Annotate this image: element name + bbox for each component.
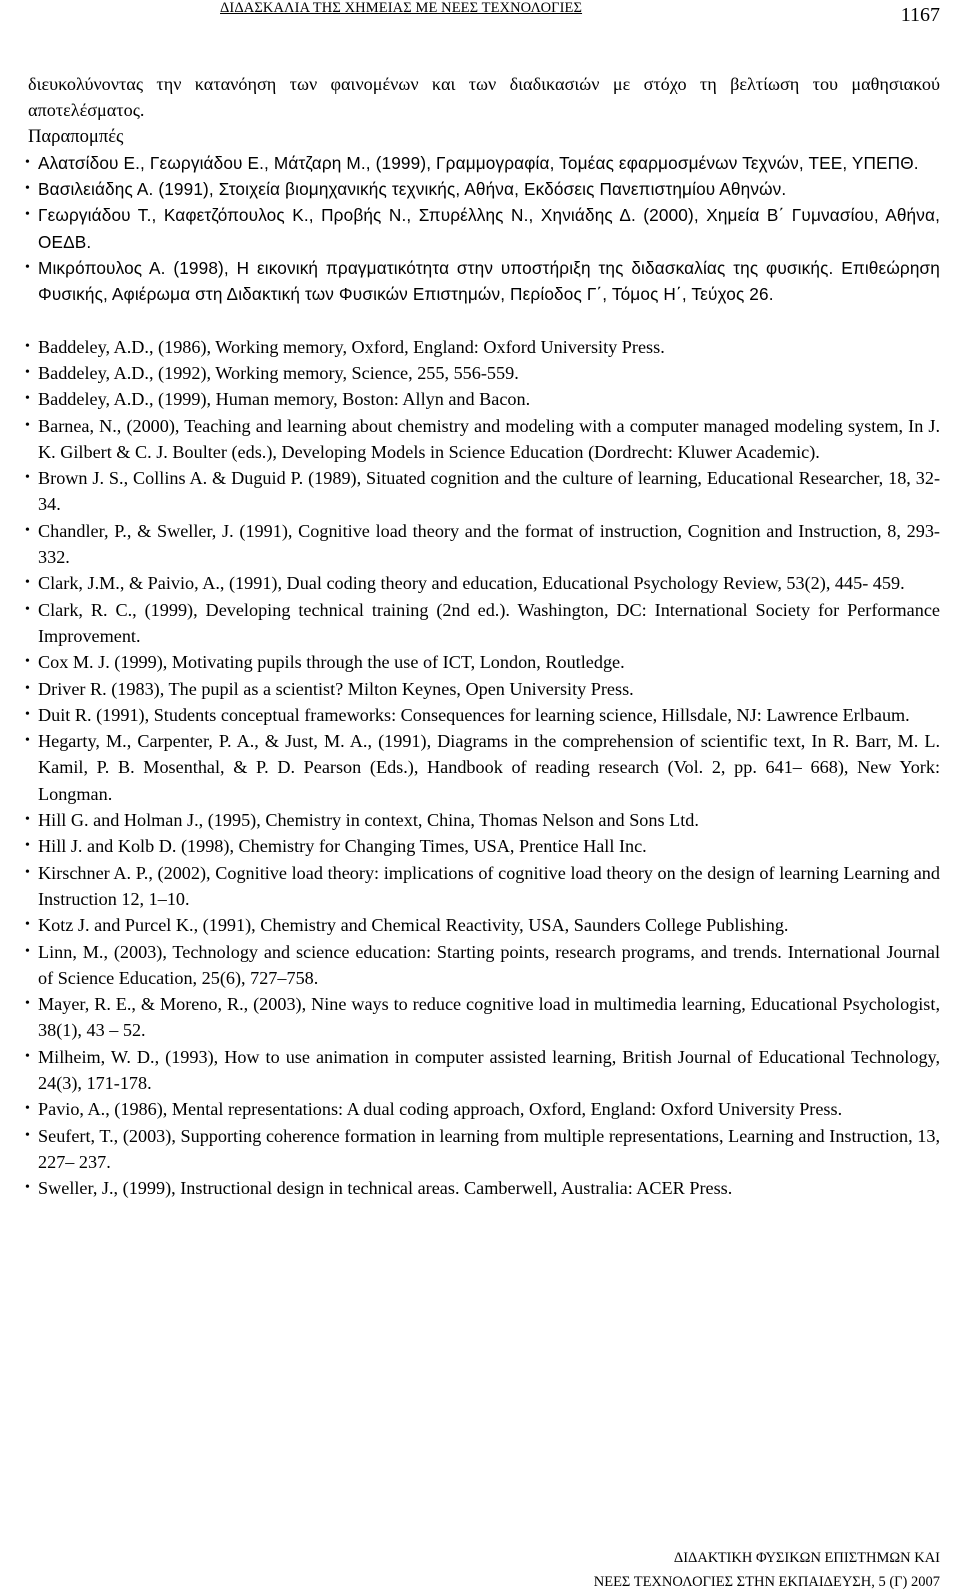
reference-item: • Baddeley, A.D., (1999), Human memory, Boston: Allyn and Bacon. — [28, 386, 940, 412]
bullet-icon: • — [25, 654, 30, 670]
bullet-icon: • — [25, 522, 30, 538]
reference-item: • Βασιλειάδης Α. (1991), Στοιχεία βιομηχανικής τεχνικής, Αθήνα, Εκδόσεις Πανεπιστημίου Αθηνών. — [28, 176, 940, 202]
reference-item: • Brown J. S., Collins A. & Duguid P. (1989), Situated cognition and the culture of learning, Educational Researcher, 18, 32-34. — [28, 465, 940, 518]
bullet-icon: • — [25, 181, 31, 197]
bullet-icon: • — [25, 706, 30, 722]
bullet-icon: • — [25, 812, 30, 828]
reference-item: • Clark, J.M., & Paivio, A., (1991), Dual coding theory and education, Educational Psychology Review, 53(2), 445- 459. — [28, 570, 940, 596]
bullet-icon: • — [25, 943, 30, 959]
bullet-icon: • — [25, 1048, 30, 1064]
bullet-icon: • — [25, 680, 30, 696]
greek-reference-list — [25, 150, 940, 308]
reference-item: • Barnea, N., (2000), Teaching and learning about chemistry and modeling with a computer managed modeling system, In J. K. Gilbert & C. J. Boulter (eds.), Developing Models in Science Education (Dordrecht: Kluwer Academic). — [28, 413, 940, 466]
intro-paragraph: διευκολύνοντας την κατανόηση των φαινομένων και των διαδικασιών με στόχο τη βελτίωση του μαθησιακού αποτελέσματος. — [28, 74, 940, 121]
english-reference-list — [25, 334, 940, 1202]
reference-item: • Μικρόπουλος Α. (1998), Η εικονική πραγματικότητα στην υποστήριξη της διδασκαλίας της φυσικής. Επιθεώρηση Φυσικής, Αφιέρωμα στη Διδακτική των Φυσικών Επιστημών, Περίοδος Γ΄, Τόμος Η΄, Τεύχος 26. — [28, 255, 940, 308]
reference-item: • Hegarty, M., Carpenter, P. A., & Just, M. A., (1991), Diagrams in the comprehension of scientific text, In R. Barr, M. L. Kamil, P. B. Mosenthal, & P. D. Pearson (Eds.), Handbook of reading research (Vol. 2, pp. 641– 668), New York: Longman. — [28, 728, 940, 807]
section-title: Παραπομπές — [28, 125, 124, 147]
reference-item: • Pavio, A., (1986), Mental representations: A dual coding approach, Oxford, England: Oxford University Press. — [28, 1096, 940, 1122]
footer-line-1: ΔΙΔΑΚΤΙΚΗ ΦΥΣΙΚΩΝ ΕΠΙΣΤΗΜΩΝ ΚΑΙ — [673, 1550, 940, 1566]
page-body — [25, 71, 940, 1201]
bullet-icon: • — [25, 417, 30, 433]
reference-item: • Kirschner A. P., (2002), Cognitive load theory: implications of cognitive load theory on the design of learning Learning and Instruction 12, 1–10. — [28, 860, 940, 913]
bullet-icon: • — [25, 864, 30, 880]
reference-item: • Milheim, W. D., (1993), How to use animation in computer assisted learning, British Journal of Educational Technology, 24(3), 171-178. — [28, 1044, 940, 1097]
bullet-icon: • — [25, 1180, 30, 1196]
running-header — [0, 0, 960, 34]
reference-item: • Hill G. and Holman J., (1995), Chemistry in context, China, Thomas Nelson and Sons Ltd. — [28, 807, 940, 833]
bullet-icon: • — [25, 838, 30, 854]
reference-item: • Seufert, T., (2003), Supporting coherence formation in learning from multiple representations, Learning and Instruction, 13, 227– 237. — [28, 1123, 940, 1176]
running-footer — [594, 1546, 940, 1594]
reference-item: • Mayer, R. E., & Moreno, R., (2003), Nine ways to reduce cognitive load in multimedia learning, Educational Psychologist, 38(1), 43 – 52. — [28, 991, 940, 1044]
bullet-icon: • — [25, 575, 30, 591]
reference-item: • Cox M. J. (1999), Motivating pupils through the use of ICT, London, Routledge. — [28, 649, 940, 675]
bullet-icon: • — [25, 391, 30, 407]
bullet-icon: • — [25, 338, 30, 354]
bullet-icon: • — [25, 733, 30, 749]
bullet-icon: • — [25, 364, 30, 380]
reference-item: • Duit R. (1991), Students conceptual frameworks: Consequences for learning science, Hillsdale, NJ: Lawrence Erlbaum. — [28, 702, 940, 728]
bullet-icon: • — [25, 470, 30, 486]
list-spacer — [28, 308, 940, 334]
bullet-icon: • — [25, 154, 31, 170]
reference-item: • Kotz J. and Purcel K., (1991), Chemistry and Chemical Reactivity, USA, Saunders College Publishing. — [28, 912, 940, 938]
reference-item: • Chandler, P., & Sweller, J. (1991), Cognitive load theory and the format of instruction, Cognition and Instruction, 8, 293-332. — [28, 518, 940, 571]
running-header-title: ΔΙΔΑΣΚΑΛΙΑ ΤΗΣ ΧΗΜΕΙΑΣ ΜΕ ΝΕΕΣ ΤΕΧΝΟΛΟΓΙΕΣ — [220, 0, 583, 16]
reference-item: • Driver R. (1983), The pupil as a scientist? Milton Keynes, Open University Press. — [28, 676, 940, 702]
reference-item: • Γεωργιάδου Τ., Καφετζόπουλος Κ., Προβής Ν., Σπυρέλλης Ν., Χηνιάδης Δ. (2000), Χημεία Β΄ Γυμνασίου, Αθήνα, ΟΕΔΒ. — [28, 202, 940, 255]
bullet-icon: • — [25, 996, 30, 1012]
reference-item: • Αλατσίδου Ε., Γεωργιάδου Ε., Μάτζαρη Μ., (1999), Γραμμογραφία, Τομέας εφαρμοσμένων Τεχνών, ΤΕΕ, ΥΠΕΠΘ. — [28, 150, 940, 176]
reference-item: • Clark, R. C., (1999), Developing technical training (2nd ed.). Washington, DC: International Society for Performance Improvement. — [28, 597, 940, 650]
reference-item: • Baddeley, A.D., (1992), Working memory, Science, 255, 556-559. — [28, 360, 940, 386]
bullet-icon: • — [25, 207, 31, 223]
page-number: 1167 — [900, 4, 940, 26]
reference-item: • Sweller, J., (1999), Instructional design in technical areas. Camberwell, Australia: ACER Press. — [28, 1175, 940, 1201]
reference-item: • Linn, M., (2003), Technology and science education: Starting points, research programs, and trends. International Journal of Science Education, 25(6), 727–758. — [28, 939, 940, 992]
bullet-icon: • — [25, 1127, 30, 1143]
bullet-icon: • — [25, 260, 31, 276]
reference-item: • Hill J. and Kolb D. (1998), Chemistry for Changing Times, USA, Prentice Hall Inc. — [28, 833, 940, 859]
bullet-icon: • — [25, 917, 30, 933]
reference-item: • Baddeley, A.D., (1986), Working memory, Oxford, England: Oxford University Press. — [28, 334, 940, 360]
bullet-icon: • — [25, 1101, 30, 1117]
bullet-icon: • — [25, 601, 30, 617]
footer-line-2: ΝΕΕΣ ΤΕΧΝΟΛΟΓΙΕΣ ΣΤΗΝ ΕΚΠΑΙΔΕΥΣΗ, 5 (Γ) 2007 — [593, 1574, 940, 1590]
